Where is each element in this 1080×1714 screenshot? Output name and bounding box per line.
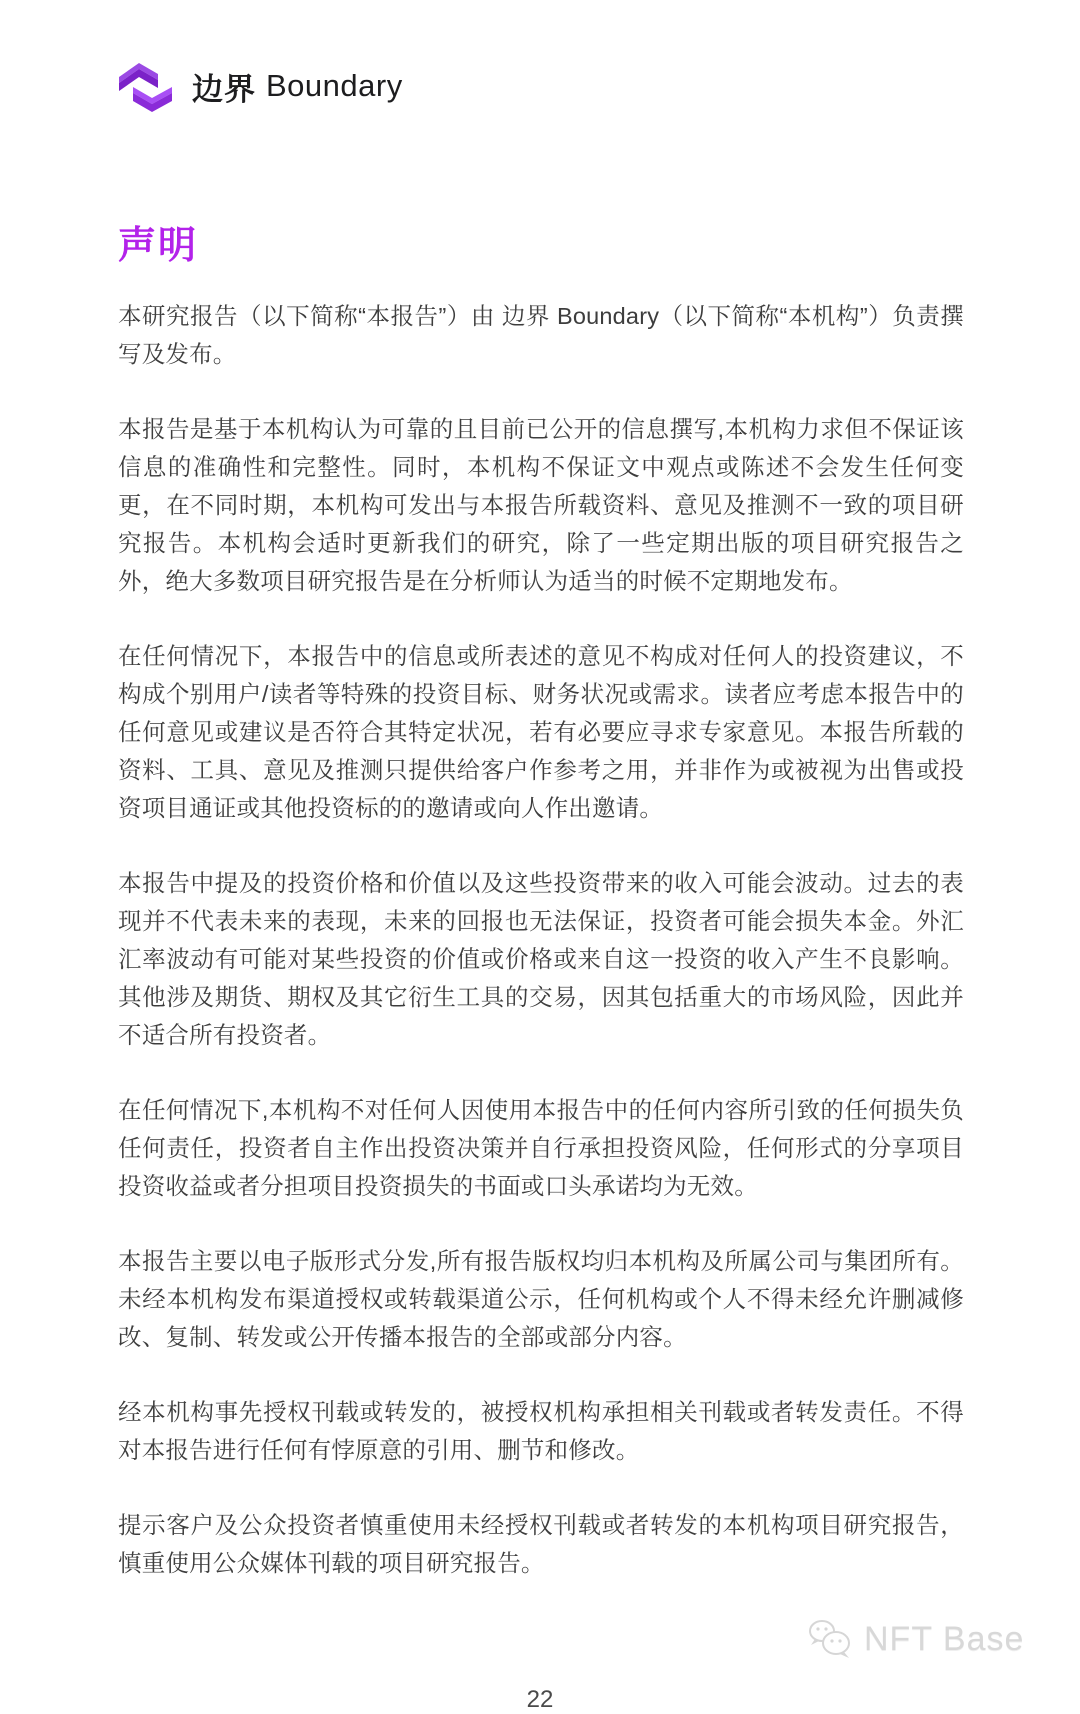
boundary-logo-icon [116, 58, 176, 114]
disclaimer-paragraph: 本研究报告（以下简称“本报告”）由 边界 Boundary（以下简称“本机构”）负责撰写及发布。 [118, 303, 964, 367]
disclaimer-paragraph: 在任何情况下，本报告中的信息或所表述的意见不构成对任何人的投资建议，不构成个别用户/读者等特殊的投资目标、财务状况或需求。读者应考虑本报告中的任何意见或建议是否符合其特定状况，若有必要应寻求专家意见。本报告所载的资料、工具、意见及推测只提供给客户作参考之用，并非作为或被视为出售或投资项目通证或其他投资标的的邀请或向人作出邀请。 [118, 643, 964, 821]
brand-name-zh: 边界 [192, 71, 256, 107]
watermark-label: NFT Base [864, 1619, 1025, 1658]
disclaimer-paragraph: 本报告中提及的投资价格和价值以及这些投资带来的收入可能会波动。过去的表现并不代表未来的表现，未来的回报也无法保证，投资者可能会损失本金。外汇汇率波动有可能对某些投资的价值或价格或来自这一投资的收入产生不良影响。其他涉及期货、期权及其它衍生工具的交易，因其包括重大的市场风险，因此并不适合所有投资者。 [118, 870, 964, 1048]
brand-logo [116, 58, 403, 114]
disclaimer-paragraph: 在任何情况下,本机构不对任何人因使用本报告中的任何内容所引致的任何损失负任何责任，投资者自主作出投资决策并自行承担投资风险，任何形式的分享项目投资收益或者分担项目投资损失的书面或口头承诺均为无效。 [118, 1097, 964, 1199]
wechat-icon [806, 1618, 854, 1660]
brand-logo-text [192, 64, 403, 109]
page-number: 22 [526, 1686, 554, 1713]
disclaimer-paragraph: 经本机构事先授权刊载或转发的，被授权机构承担相关刊载或者转发责任。不得对本报告进行任何有悖原意的引用、删节和修改。 [118, 1399, 964, 1463]
disclaimer-body [118, 297, 964, 1619]
watermark [806, 1618, 1024, 1660]
disclaimer-paragraph: 提示客户及公众投资者慎重使用未经授权刊载或者转发的本机构项目研究报告，慎重使用公众媒体刊载的项目研究报告。 [118, 1512, 964, 1576]
brand-name-en: Boundary [266, 68, 403, 103]
disclaimer-paragraph: 本报告是基于本机构认为可靠的且目前已公开的信息撰写,本机构力求但不保证该信息的准确性和完整性。同时，本机构不保证文中观点或陈述不会发生任何变更，在不同时期，本机构可发出与本报告所载资料、意见及推测不一致的项目研究报告。本机构会适时更新我们的研究，除了一些定期出版的项目研究报告之外，绝大多数项目研究报告是在分析师认为适当的时候不定期地发布。 [118, 416, 964, 594]
page-title: 声明 [118, 225, 199, 267]
disclaimer-paragraph: 本报告主要以电子版形式分发,所有报告版权均归本机构及所属公司与集团所有。未经本机构发布渠道授权或转载渠道公示，任何机构或个人不得未经允许删减修改、复制、转发或公开传播本报告的全部或部分内容。 [118, 1248, 964, 1350]
